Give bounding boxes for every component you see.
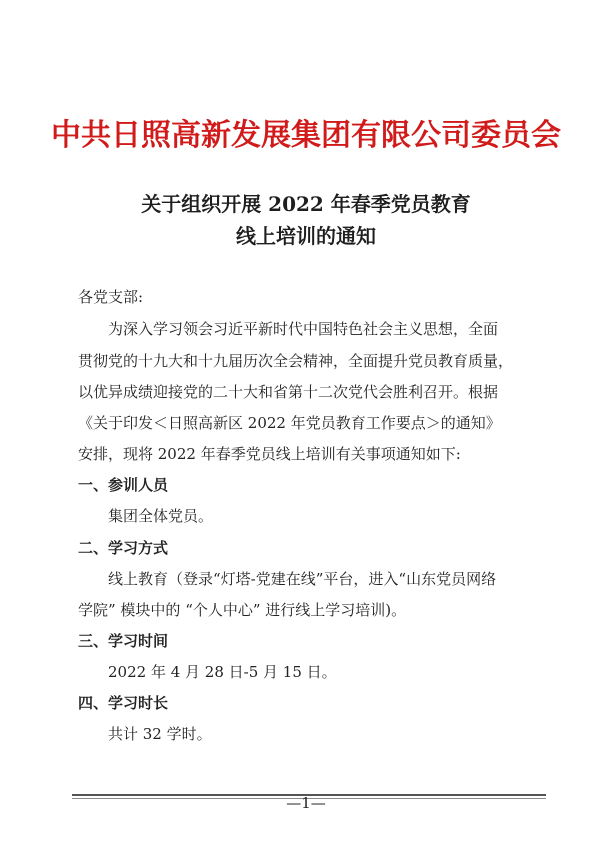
paragraph-line: 安排，现将 2022 年春季党员线上培训有关事项通知如下:	[78, 445, 461, 463]
org-header: 中共日照高新发展集团有限公司委员会	[51, 118, 561, 153]
paragraph-line: 贯彻党的十九大和十九届历次全会精神，全面提升党员教育质量，	[78, 352, 514, 370]
paragraph-line: 《关于印发＜日照高新区 2022 年党员教育工作要点＞的通知》	[78, 414, 501, 432]
section-body-line: 学院” 模块中的 “个人中心” 进行线上学习培训)。	[78, 601, 407, 619]
section-heading: 四、学习时长	[78, 694, 169, 712]
paragraph-line: 为深入学习领会习近平新时代中国特色社会主义思想，全面	[108, 320, 499, 338]
paragraph-line: 以优异成绩迎接党的二十大和省第十二次党代会胜利召开。根据	[78, 383, 499, 401]
section-body-line: 集团全体党员。	[108, 507, 214, 525]
section-body-line: 共计 32 学时。	[108, 725, 212, 743]
section-heading: 二、学习方式	[78, 539, 169, 557]
section-heading: 三、学习时间	[78, 632, 169, 650]
section-body-line: 线上教育（登录“灯塔-党建在线”平台，进入“山东党员网络	[108, 570, 497, 588]
notice-title-line1: 关于组织开展 2022 年春季党员教育	[141, 192, 471, 216]
section-heading: 一、参训人员	[78, 476, 169, 494]
notice-title-line2: 线上培训的通知	[236, 224, 376, 248]
page-number: —1—	[286, 794, 326, 812]
section-body-line: 2022 年 4 月 28 日-5 月 15 日。	[108, 663, 337, 681]
salutation: 各党支部:	[78, 288, 144, 306]
